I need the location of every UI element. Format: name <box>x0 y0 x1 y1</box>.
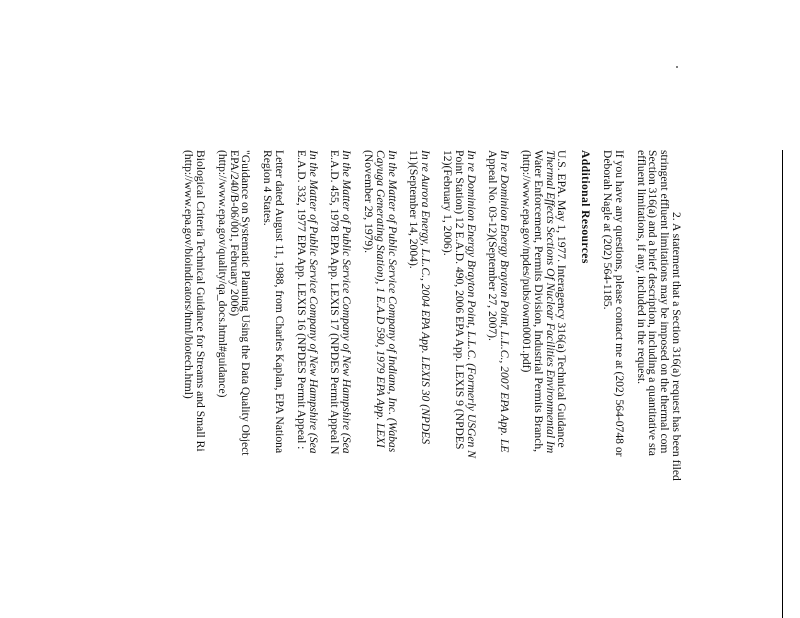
resource-biocriteria <box>183 150 207 618</box>
resource-line: Thermal Effects Sections Of Nuclear Facilities Environmental Im <box>543 150 557 454</box>
resource-dominion-2006 <box>441 150 476 618</box>
resource-line: Cayuga Generating Station), 1 E.A.D 590, 1979 EPA App. LEXI <box>373 150 387 448</box>
resource-new-hampshire-1977 <box>295 150 319 618</box>
resource-line: EPA/240/B-06/001, February 2006) <box>227 150 241 317</box>
statement-line-2: stringent effluent limitations may be imposed on the thermal com <box>658 150 672 454</box>
resource-indiana <box>362 150 397 618</box>
contact-line-1: If you have any questions, please contact me at (202) 564-0748 or <box>612 150 626 457</box>
resource-line: "Guidance on Systematic Planning Using the Data Quality Object <box>239 150 253 456</box>
contact-line-2: Deborah Nagle at (202) 564-1185. <box>601 150 615 310</box>
resource-link: (http://www.epa.gov/bioindicators/html/biotech.html) <box>182 150 196 399</box>
statement-paragraph <box>635 150 682 618</box>
page-edge-line <box>782 150 783 618</box>
statement-line-1: 2. A statement that a Section 316(a) request has been filed <box>670 212 683 481</box>
resource-line: Region 4 States. <box>261 150 275 226</box>
resource-line: Biological Criteria Technical Guidance for Streams and Small Ri <box>194 150 208 452</box>
resource-new-hampshire-1978 <box>329 150 353 618</box>
resource-data-quality <box>216 150 251 618</box>
resource-line: U.S. EPA. May 1, 1977. Interagency 316(a) Technical Guidance <box>555 150 569 448</box>
resource-line: Appeal No. 03-12)(September 27, 2007). <box>486 150 500 341</box>
additional-resources-heading: Additional Resources <box>579 150 593 264</box>
resource-line: E.A.D. 332, 1977 EPA App. LEXIS 16 (NPDES Permit Appeal : <box>294 150 308 450</box>
resource-dominion-2007 <box>487 150 511 618</box>
resource-aurora <box>408 150 432 618</box>
resource-line: Water Enforcement, Permits Division, Industrial Permits Branch, <box>531 150 545 453</box>
resource-epa-guidance <box>520 150 567 618</box>
resource-link: (http://www.epa.gov/npdes/pubs/owm0001.pdf) <box>520 150 534 373</box>
resource-line: In the Matter of Public Service Company of Indiana, Inc. (Wabas <box>385 150 399 453</box>
statement-line-4: effluent limitations, if any, included in the request. <box>634 150 648 385</box>
resource-line: E.A.D. 455, 1978 EPA App. LEXIS 17 (NPDES Permit Appeal N <box>328 150 342 455</box>
resource-kaplan-letter <box>261 150 285 618</box>
scan-speck <box>676 66 678 68</box>
resource-line: In re Aurora Energy, L.L.C., 2004 EPA App. LEXIS 30 (NPDES <box>419 150 433 445</box>
resource-line: 12)(February 1, 2006). <box>441 150 455 256</box>
resource-line: In the Matter of Public Service Company of New Hampshire (Sea <box>340 150 354 454</box>
resource-line: (November 29, 1979). <box>362 150 376 254</box>
resource-line: In the Matter of Public Service Company of New Hampshire (Sea <box>306 150 320 454</box>
resource-line: Point Station) 12 E.A.D. 490, 2006 EPA App. LEXIS 9 (NPDES <box>452 150 466 450</box>
resource-line: In re Dominion Energy Brayton Point, L.L.C. (Formerly USGen N <box>464 150 478 458</box>
rotated-text-block <box>82 150 682 618</box>
resource-link: (http://www.epa.gov/quality/qa_docs.html#guidance) <box>215 150 229 398</box>
contact-paragraph <box>601 150 625 618</box>
resource-line: In re Dominion Energy Brayton Point, L.L.C., 2007 EPA App. LE <box>498 150 512 453</box>
statement-line-3: Section 316(a) and a brief description, including a quantitative sta <box>646 150 660 456</box>
resource-line: 11)(September 14, 2004). <box>407 150 421 269</box>
resource-line: Letter dated August 11, 1988, from Charles Kaplan, EPA Nationa <box>273 150 287 454</box>
